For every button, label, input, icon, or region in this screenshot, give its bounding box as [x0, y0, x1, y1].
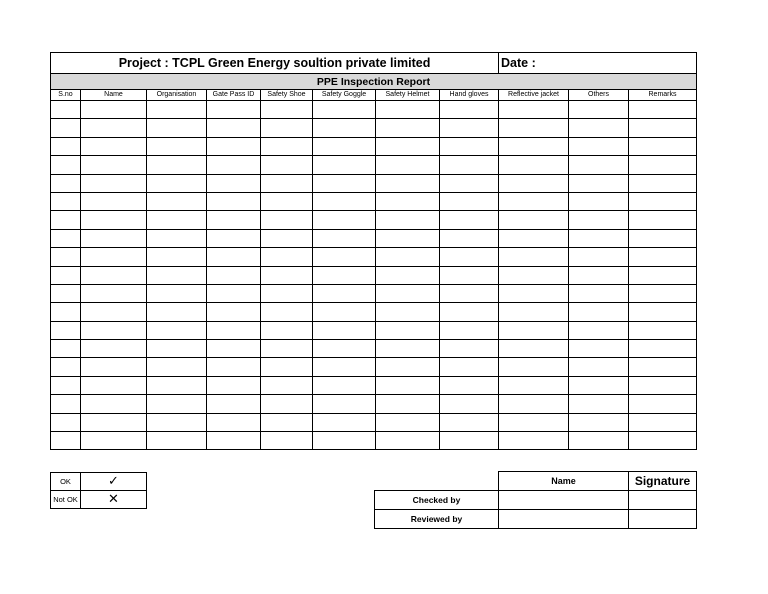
cell-safety-shoe[interactable]	[261, 432, 313, 450]
cell-reflective-jacket[interactable]	[499, 119, 569, 137]
cell-others[interactable]	[569, 413, 629, 431]
table-row	[51, 284, 697, 302]
cell-safety-shoe[interactable]	[261, 119, 313, 137]
cell-name[interactable]	[81, 340, 147, 358]
cell-gate-pass-id[interactable]	[207, 340, 261, 358]
legend-label-ok: OK	[51, 473, 81, 491]
cell-others[interactable]	[569, 248, 629, 266]
signoff-header-row	[375, 472, 697, 491]
cell-name[interactable]	[81, 101, 147, 119]
cell-gate-pass-id[interactable]	[207, 229, 261, 247]
cell-reflective-jacket[interactable]	[499, 174, 569, 192]
cell-sno[interactable]	[51, 248, 81, 266]
table-row	[51, 229, 697, 247]
cell-remarks[interactable]	[629, 174, 697, 192]
cell-safety-shoe[interactable]	[261, 156, 313, 174]
cell-gate-pass-id[interactable]	[207, 395, 261, 413]
cell-gate-pass-id[interactable]	[207, 192, 261, 210]
column-header-gate-pass-id: Gate Pass ID	[207, 90, 261, 101]
cell-safety-shoe[interactable]	[261, 137, 313, 155]
column-header-organisation: Organisation	[147, 90, 207, 101]
cell-safety-shoe[interactable]	[261, 395, 313, 413]
cell-organisation[interactable]	[147, 156, 207, 174]
cell-safety-helmet[interactable]	[376, 266, 440, 284]
table-row	[51, 101, 697, 119]
cell-sno[interactable]	[51, 192, 81, 210]
cell-safety-goggle[interactable]	[313, 229, 376, 247]
cell-reflective-jacket[interactable]	[499, 432, 569, 450]
date-field[interactable]: Date :	[499, 53, 697, 74]
cell-safety-goggle[interactable]	[313, 101, 376, 119]
table-row	[51, 266, 697, 284]
table-row	[51, 248, 697, 266]
check-icon: ✓	[81, 473, 147, 491]
cell-sno[interactable]	[51, 101, 81, 119]
cell-hand-gloves[interactable]	[440, 101, 499, 119]
cell-safety-helmet[interactable]	[376, 119, 440, 137]
cell-organisation[interactable]	[147, 101, 207, 119]
cell-others[interactable]	[569, 432, 629, 450]
cell-safety-shoe[interactable]	[261, 211, 313, 229]
cell-others[interactable]	[569, 229, 629, 247]
checked-by-name-field[interactable]	[499, 491, 629, 510]
cell-organisation[interactable]	[147, 321, 207, 339]
status-legend	[50, 472, 147, 509]
cell-remarks[interactable]	[629, 340, 697, 358]
cell-others[interactable]	[569, 192, 629, 210]
cell-name[interactable]	[81, 192, 147, 210]
signoff-blank-cell	[375, 472, 499, 491]
cell-remarks[interactable]	[629, 321, 697, 339]
cell-gate-pass-id[interactable]	[207, 266, 261, 284]
cell-hand-gloves[interactable]	[440, 192, 499, 210]
cell-safety-goggle[interactable]	[313, 156, 376, 174]
cell-name[interactable]	[81, 156, 147, 174]
reviewed-by-label: Reviewed by	[375, 510, 499, 529]
cell-reflective-jacket[interactable]	[499, 413, 569, 431]
cell-reflective-jacket[interactable]	[499, 211, 569, 229]
cell-gate-pass-id[interactable]	[207, 101, 261, 119]
checked-by-signature-field[interactable]	[629, 491, 697, 510]
cell-safety-helmet[interactable]	[376, 432, 440, 450]
cell-safety-helmet[interactable]	[376, 413, 440, 431]
cell-reflective-jacket[interactable]	[499, 395, 569, 413]
table-row	[51, 432, 697, 450]
cell-others[interactable]	[569, 395, 629, 413]
cell-gate-pass-id[interactable]	[207, 211, 261, 229]
cell-remarks[interactable]	[629, 229, 697, 247]
cell-safety-helmet[interactable]	[376, 229, 440, 247]
cell-hand-gloves[interactable]	[440, 340, 499, 358]
column-header-sno: S.no	[51, 90, 81, 101]
cell-remarks[interactable]	[629, 432, 697, 450]
table-row	[51, 174, 697, 192]
cell-organisation[interactable]	[147, 303, 207, 321]
cell-hand-gloves[interactable]	[440, 229, 499, 247]
cell-others[interactable]	[569, 340, 629, 358]
cell-sno[interactable]	[51, 432, 81, 450]
cell-remarks[interactable]	[629, 303, 697, 321]
signoff-row-checked-by	[375, 491, 697, 510]
cell-safety-shoe[interactable]	[261, 266, 313, 284]
table-row	[51, 137, 697, 155]
cell-sno[interactable]	[51, 358, 81, 376]
cell-sno[interactable]	[51, 174, 81, 192]
cell-reflective-jacket[interactable]	[499, 340, 569, 358]
signoff-name-header: Name	[499, 472, 629, 491]
table-row	[51, 395, 697, 413]
cell-safety-helmet[interactable]	[376, 192, 440, 210]
inspection-table	[50, 52, 697, 450]
cell-safety-shoe[interactable]	[261, 303, 313, 321]
cell-hand-gloves[interactable]	[440, 358, 499, 376]
cell-reflective-jacket[interactable]	[499, 156, 569, 174]
cell-others[interactable]	[569, 137, 629, 155]
cell-organisation[interactable]	[147, 266, 207, 284]
cell-hand-gloves[interactable]	[440, 321, 499, 339]
cell-reflective-jacket[interactable]	[499, 229, 569, 247]
cell-reflective-jacket[interactable]	[499, 303, 569, 321]
cell-hand-gloves[interactable]	[440, 174, 499, 192]
signoff-table	[374, 471, 697, 529]
legend-row-not-ok	[51, 491, 147, 509]
cell-organisation[interactable]	[147, 395, 207, 413]
cell-organisation[interactable]	[147, 340, 207, 358]
cell-remarks[interactable]	[629, 395, 697, 413]
project-title: Project : TCPL Green Energy soultion private limited	[51, 53, 499, 74]
table-row	[51, 321, 697, 339]
column-header-row	[51, 90, 697, 101]
cell-organisation[interactable]	[147, 229, 207, 247]
legend-label-not-ok: Not OK	[51, 491, 81, 509]
table-row	[51, 119, 697, 137]
table-row	[51, 413, 697, 431]
cell-others[interactable]	[569, 303, 629, 321]
cell-safety-helmet[interactable]	[376, 284, 440, 302]
cell-organisation[interactable]	[147, 376, 207, 394]
cell-safety-shoe[interactable]	[261, 248, 313, 266]
cell-remarks[interactable]	[629, 119, 697, 137]
cell-safety-goggle[interactable]	[313, 358, 376, 376]
column-header-others: Others	[569, 90, 629, 101]
cell-hand-gloves[interactable]	[440, 284, 499, 302]
cell-safety-helmet[interactable]	[376, 211, 440, 229]
cell-name[interactable]	[81, 137, 147, 155]
cell-safety-goggle[interactable]	[313, 321, 376, 339]
cell-safety-shoe[interactable]	[261, 358, 313, 376]
cell-others[interactable]	[569, 321, 629, 339]
cell-sno[interactable]	[51, 137, 81, 155]
cell-gate-pass-id[interactable]	[207, 358, 261, 376]
cell-others[interactable]	[569, 284, 629, 302]
cell-sno[interactable]	[51, 303, 81, 321]
cell-sno[interactable]	[51, 340, 81, 358]
cell-reflective-jacket[interactable]	[499, 376, 569, 394]
cell-remarks[interactable]	[629, 137, 697, 155]
cell-gate-pass-id[interactable]	[207, 248, 261, 266]
cell-hand-gloves[interactable]	[440, 413, 499, 431]
cell-name[interactable]	[81, 174, 147, 192]
cell-sno[interactable]	[51, 395, 81, 413]
cross-icon: ✕	[81, 491, 147, 509]
cell-safety-goggle[interactable]	[313, 413, 376, 431]
cell-reflective-jacket[interactable]	[499, 358, 569, 376]
cell-reflective-jacket[interactable]	[499, 321, 569, 339]
title-row	[51, 53, 697, 74]
cell-others[interactable]	[569, 101, 629, 119]
cell-safety-goggle[interactable]	[313, 284, 376, 302]
cell-safety-helmet[interactable]	[376, 101, 440, 119]
table-row	[51, 376, 697, 394]
cell-name[interactable]	[81, 358, 147, 376]
cell-gate-pass-id[interactable]	[207, 137, 261, 155]
cell-gate-pass-id[interactable]	[207, 174, 261, 192]
cell-gate-pass-id[interactable]	[207, 321, 261, 339]
cell-name[interactable]	[81, 321, 147, 339]
cell-reflective-jacket[interactable]	[499, 284, 569, 302]
cell-remarks[interactable]	[629, 192, 697, 210]
cell-safety-helmet[interactable]	[376, 303, 440, 321]
cell-safety-helmet[interactable]	[376, 248, 440, 266]
column-header-safety-shoe: Safety Shoe	[261, 90, 313, 101]
table-row	[51, 192, 697, 210]
column-header-reflective-jacket: Reflective jacket	[499, 90, 569, 101]
column-header-name: Name	[81, 90, 147, 101]
cell-organisation[interactable]	[147, 358, 207, 376]
cell-sno[interactable]	[51, 376, 81, 394]
cell-hand-gloves[interactable]	[440, 119, 499, 137]
cell-organisation[interactable]	[147, 413, 207, 431]
cell-safety-goggle[interactable]	[313, 137, 376, 155]
cell-organisation[interactable]	[147, 248, 207, 266]
cell-name[interactable]	[81, 211, 147, 229]
cell-organisation[interactable]	[147, 174, 207, 192]
cell-gate-pass-id[interactable]	[207, 413, 261, 431]
cell-others[interactable]	[569, 119, 629, 137]
cell-safety-goggle[interactable]	[313, 340, 376, 358]
cell-hand-gloves[interactable]	[440, 395, 499, 413]
cell-hand-gloves[interactable]	[440, 303, 499, 321]
cell-remarks[interactable]	[629, 266, 697, 284]
cell-safety-shoe[interactable]	[261, 101, 313, 119]
legend-row-ok	[51, 473, 147, 491]
cell-others[interactable]	[569, 174, 629, 192]
cell-sno[interactable]	[51, 266, 81, 284]
cell-gate-pass-id[interactable]	[207, 284, 261, 302]
cell-others[interactable]	[569, 376, 629, 394]
cell-safety-goggle[interactable]	[313, 192, 376, 210]
column-header-remarks: Remarks	[629, 90, 697, 101]
checked-by-label: Checked by	[375, 491, 499, 510]
cell-hand-gloves[interactable]	[440, 376, 499, 394]
cell-remarks[interactable]	[629, 376, 697, 394]
cell-safety-helmet[interactable]	[376, 156, 440, 174]
cell-remarks[interactable]	[629, 413, 697, 431]
cell-sno[interactable]	[51, 321, 81, 339]
cell-remarks[interactable]	[629, 284, 697, 302]
cell-name[interactable]	[81, 432, 147, 450]
signoff-signature-header: Signature	[629, 472, 697, 491]
cell-sno[interactable]	[51, 229, 81, 247]
cell-hand-gloves[interactable]	[440, 266, 499, 284]
cell-safety-shoe[interactable]	[261, 174, 313, 192]
cell-organisation[interactable]	[147, 432, 207, 450]
cell-safety-shoe[interactable]	[261, 192, 313, 210]
cell-remarks[interactable]	[629, 358, 697, 376]
cell-reflective-jacket[interactable]	[499, 248, 569, 266]
cell-name[interactable]	[81, 266, 147, 284]
column-header-safety-goggle: Safety Goggle	[313, 90, 376, 101]
cell-remarks[interactable]	[629, 211, 697, 229]
table-row	[51, 358, 697, 376]
cell-others[interactable]	[569, 358, 629, 376]
report-title: PPE Inspection Report	[51, 74, 697, 90]
cell-remarks[interactable]	[629, 156, 697, 174]
cell-organisation[interactable]	[147, 137, 207, 155]
cell-safety-helmet[interactable]	[376, 321, 440, 339]
cell-safety-goggle[interactable]	[313, 174, 376, 192]
cell-name[interactable]	[81, 248, 147, 266]
cell-safety-helmet[interactable]	[376, 174, 440, 192]
cell-safety-helmet[interactable]	[376, 395, 440, 413]
cell-safety-shoe[interactable]	[261, 229, 313, 247]
cell-reflective-jacket[interactable]	[499, 101, 569, 119]
cell-name[interactable]	[81, 376, 147, 394]
cell-gate-pass-id[interactable]	[207, 156, 261, 174]
reviewed-by-signature-field[interactable]	[629, 510, 697, 529]
cell-name[interactable]	[81, 303, 147, 321]
cell-reflective-jacket[interactable]	[499, 266, 569, 284]
cell-others[interactable]	[569, 156, 629, 174]
cell-name[interactable]	[81, 229, 147, 247]
cell-others[interactable]	[569, 211, 629, 229]
reviewed-by-name-field[interactable]	[499, 510, 629, 529]
cell-sno[interactable]	[51, 156, 81, 174]
cell-hand-gloves[interactable]	[440, 137, 499, 155]
cell-sno[interactable]	[51, 119, 81, 137]
cell-hand-gloves[interactable]	[440, 156, 499, 174]
report-title-row	[51, 74, 697, 90]
cell-gate-pass-id[interactable]	[207, 432, 261, 450]
table-row	[51, 211, 697, 229]
cell-safety-goggle[interactable]	[313, 119, 376, 137]
cell-safety-helmet[interactable]	[376, 340, 440, 358]
cell-hand-gloves[interactable]	[440, 248, 499, 266]
column-header-hand-gloves: Hand gloves	[440, 90, 499, 101]
cell-safety-shoe[interactable]	[261, 284, 313, 302]
cell-name[interactable]	[81, 119, 147, 137]
cell-safety-helmet[interactable]	[376, 358, 440, 376]
table-row	[51, 340, 697, 358]
cell-safety-shoe[interactable]	[261, 413, 313, 431]
table-row	[51, 303, 697, 321]
cell-gate-pass-id[interactable]	[207, 303, 261, 321]
cell-name[interactable]	[81, 284, 147, 302]
cell-gate-pass-id[interactable]	[207, 119, 261, 137]
column-header-safety-helmet: Safety Helmet	[376, 90, 440, 101]
cell-safety-shoe[interactable]	[261, 321, 313, 339]
cell-safety-helmet[interactable]	[376, 376, 440, 394]
cell-name[interactable]	[81, 413, 147, 431]
cell-organisation[interactable]	[147, 211, 207, 229]
cell-safety-goggle[interactable]	[313, 248, 376, 266]
cell-sno[interactable]	[51, 284, 81, 302]
cell-safety-goggle[interactable]	[313, 211, 376, 229]
cell-safety-shoe[interactable]	[261, 340, 313, 358]
cell-remarks[interactable]	[629, 101, 697, 119]
cell-safety-goggle[interactable]	[313, 303, 376, 321]
ppe-inspection-form	[50, 52, 696, 450]
cell-reflective-jacket[interactable]	[499, 192, 569, 210]
cell-name[interactable]	[81, 395, 147, 413]
cell-safety-goggle[interactable]	[313, 395, 376, 413]
cell-reflective-jacket[interactable]	[499, 137, 569, 155]
cell-gate-pass-id[interactable]	[207, 376, 261, 394]
cell-safety-goggle[interactable]	[313, 432, 376, 450]
cell-organisation[interactable]	[147, 119, 207, 137]
cell-sno[interactable]	[51, 211, 81, 229]
cell-sno[interactable]	[51, 413, 81, 431]
cell-safety-helmet[interactable]	[376, 137, 440, 155]
signoff-row-reviewed-by	[375, 510, 697, 529]
cell-safety-goggle[interactable]	[313, 266, 376, 284]
cell-hand-gloves[interactable]	[440, 211, 499, 229]
cell-safety-shoe[interactable]	[261, 376, 313, 394]
cell-others[interactable]	[569, 266, 629, 284]
cell-hand-gloves[interactable]	[440, 432, 499, 450]
table-row	[51, 156, 697, 174]
cell-organisation[interactable]	[147, 192, 207, 210]
cell-organisation[interactable]	[147, 284, 207, 302]
cell-remarks[interactable]	[629, 248, 697, 266]
cell-safety-goggle[interactable]	[313, 376, 376, 394]
